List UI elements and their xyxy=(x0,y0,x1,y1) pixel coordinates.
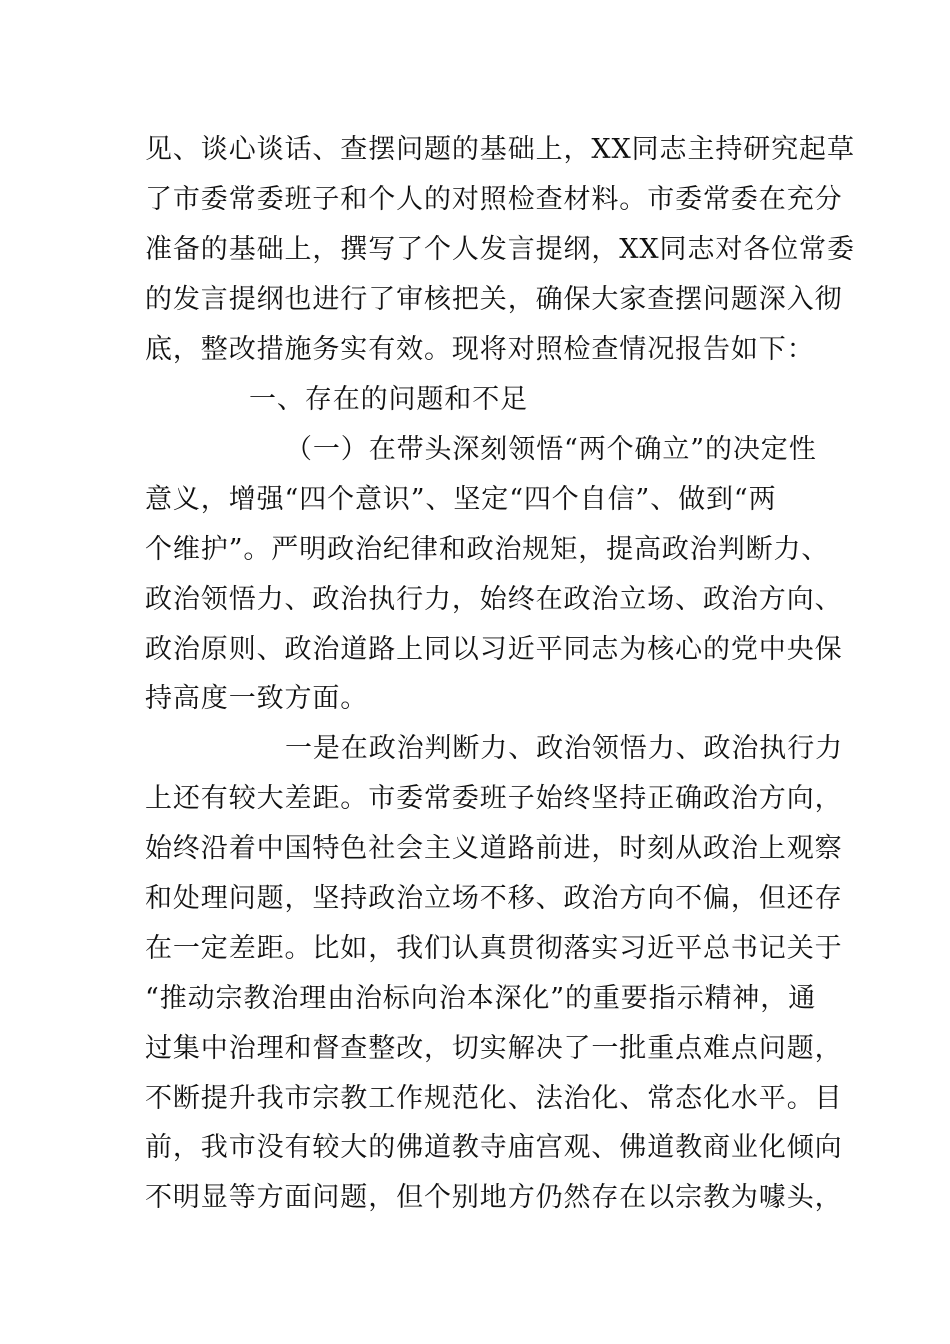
body-text-line: 上还有较大差距。市委常委班子始终坚持正确政治方向， xyxy=(145,783,843,814)
subsection-heading: （一）在带头深刻领悟“两个确立”的决定性 xyxy=(285,434,817,465)
body-text-line: 始终沿着中国特色社会主义道路前进，时刻从政治上观察 xyxy=(145,833,843,864)
body-text-line: 在一定差距。比如，我们认真贯彻落实习近平总书记关于 xyxy=(145,933,843,964)
paragraph-start-line: 一是在政治判断力、政治领悟力、政治执行力 xyxy=(285,733,843,764)
body-text-line: 底，整改措施务实有效。现将对照检查情况报告如下： xyxy=(145,334,815,365)
body-text-line: 政治领悟力、政治执行力，始终在政治立场、政治方向、 xyxy=(145,584,843,615)
body-text-line: “推动宗教治理由治标向治本深化”的重要指示精神，通 xyxy=(145,983,817,1014)
body-text-line: 不断提升我市宗教工作规范化、法治化、常态化水平。目 xyxy=(145,1083,843,1114)
body-text-line: 前，我市没有较大的佛道教寺庙宫观、佛道教商业化倾向 xyxy=(145,1132,843,1163)
body-text-line: 的发言提纲也进行了审核把关，确保大家查摆问题深入彻 xyxy=(145,284,843,315)
body-text-line: 准备的基础上，撰写了个人发言提纲，XX同志对各位常委 xyxy=(145,234,855,265)
body-text-line: 过集中治理和督查整改，切实解决了一批重点难点问题， xyxy=(145,1033,843,1064)
body-text-line: 政治原则、政治道路上同以习近平同志为核心的党中央保 xyxy=(145,634,843,665)
section-heading: 一、存在的问题和不足 xyxy=(249,384,528,415)
body-text-line: 见、谈心谈话、查摆问题的基础上，XX同志主持研究起草 xyxy=(145,134,855,165)
body-text-line: 意义，增强“四个意识”、坚定“四个自信”、做到“两 xyxy=(145,484,777,515)
body-text-line: 持高度一致方面。 xyxy=(145,683,369,714)
body-text-line: 不明显等方面问题，但个别地方仍然存在以宗教为噱头， xyxy=(145,1182,843,1213)
body-text-line: 了市委常委班子和个人的对照检查材料。市委常委在充分 xyxy=(145,184,843,215)
body-text-line: 和处理问题，坚持政治立场不移、政治方向不偏，但还存 xyxy=(145,883,843,914)
body-text-line: 个维护”。严明政治纪律和政治规矩，提高政治判断力、 xyxy=(145,534,830,565)
